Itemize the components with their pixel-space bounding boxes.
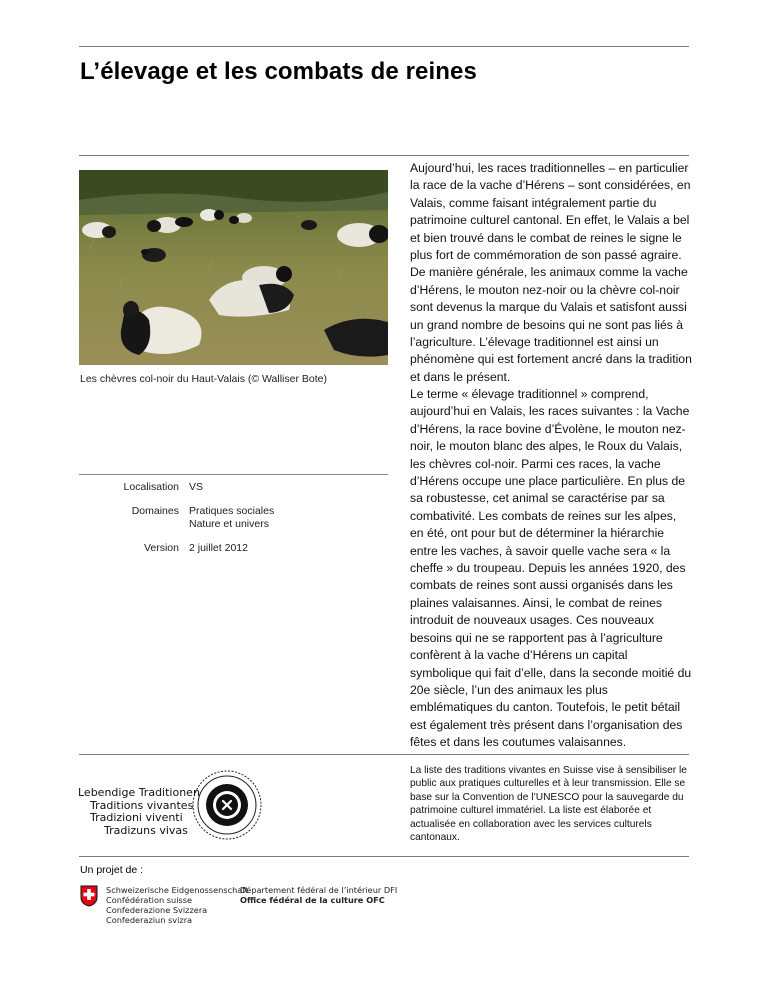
meta-row-localisation: [79, 481, 388, 494]
goats-photo: [79, 170, 388, 365]
confederation-line: Schweizerische Eidgenossenschaft: [106, 885, 249, 895]
department-label: [240, 885, 397, 905]
section-rule: [79, 155, 689, 156]
brand-line-fr: Traditions vivantes: [90, 798, 194, 812]
brand-line-de: Lebendige Traditionen: [78, 786, 200, 799]
department-line: Département fédéral de l’intérieur DFI: [240, 885, 398, 895]
meta-value: 2 juillet 2012: [189, 542, 248, 554]
confederation-label: [106, 885, 248, 925]
meta-key: Localisation: [123, 481, 179, 493]
meta-key: Domaines: [131, 505, 179, 517]
brand-line-rm: Tradizuns vivas: [104, 823, 188, 837]
bottom-rule: [79, 856, 689, 857]
meta-key: Version: [143, 542, 179, 554]
photo-caption: Les chèvres col-noir du Haut-Valais (© Walliser Bote): [80, 373, 327, 385]
swiss-coat-of-arms-icon: [80, 885, 98, 907]
body-paragraph-1: Aujourd’hui, les races traditionnelles – en particulier la race de la vache d’Hérens – sont considérées, en Valais, comme faisant intégralement partie du patrimoine culturel cantonal. En effet, le Valais a bel et bien trouvé dans le combat de reines le signe le plus fort de commémoration de son passé agraire. De manière générale, les animaux comme la vache d’Hérens, le mouton nez-noir ou la chèvre col-noir sont devenus la marque du Valais et satisfont aussi un grand nombre de besoins qui ne sont pas liés à l’agriculture. L’élevage traditionnel est ainsi un phénomène qui est fortement ancré dans la tradition et dans le présent.: [410, 161, 692, 384]
goats-photo-illustration: [79, 170, 388, 365]
living-traditions-seal-icon: [192, 770, 262, 840]
meta-value: Pratiques sociales Nature et univers: [189, 505, 275, 530]
office-line: Office fédéral de la culture OFC: [240, 895, 385, 905]
living-traditions-wordmark: [78, 787, 200, 837]
confederation-line: Confederazione Svizzera: [106, 905, 208, 915]
brand-line-it: Tradizioni viventi: [90, 811, 183, 824]
meta-row-version: [79, 542, 388, 555]
meta-value: VS: [189, 481, 204, 493]
body-paragraph-2: Le terme « élevage traditionnel » comprend, aujourd’hui en Valais, les races suivantes : la Vache d’Hérens, la race bovine d’Évolène, le mouton nez-noir, le mouton blanc des alpes, le Roux du Valais, les chèvres col-noir. Parmi ces races, la vache d’Hérens occupe une place particulière. En plus de sa robustesse, cet animal se caractérise par sa combativité. Les combats de reines sur les alpes, en été, ont pour but de déterminer la hiérarchie entre les vaches, à savoir quelle vache sera « la cheffe » du troupeau. Depuis les années 1920, des combats de reines sont aussi organisés dans les plaines valaisannes. Ainsi, le combat de reines introduit de nouveaux usages. Ces nouveaux besoins qui ne se rapportent pas à l’agriculture confèrent à la vache d’Hérens un capital symbolique qui fait d’elle, dans la seconde moitié du 20e siècle, l’un des animaux les plus emblématiques du canton. Toutefois, le petit bétail est également très présent dans l’organisation des fêtes et dans les coutumes valaisannes.: [410, 387, 692, 750]
metadata-table: [79, 474, 388, 566]
confederation-line: Confédération suisse: [106, 895, 193, 905]
footer-note: La liste des traditions vivantes en Suisse vise à sensibiliser le public aux pratiques culturelles et à leur transmission. Elle se base sur la Convention de l’UNESCO pour la sauvegarde du patrimoine culturel immatériel. La liste est élaborée et actualisée en collaboration avec les services culturels cantonaux.: [410, 765, 687, 844]
confederation-line: Confederaziun svizra: [106, 915, 193, 925]
top-rule: [79, 46, 689, 47]
page-title: L’élevage et les combats de reines: [80, 58, 477, 85]
footer-rule: [79, 754, 689, 755]
projet-label: Un projet de :: [80, 864, 144, 876]
meta-row-domaines: [79, 505, 388, 531]
